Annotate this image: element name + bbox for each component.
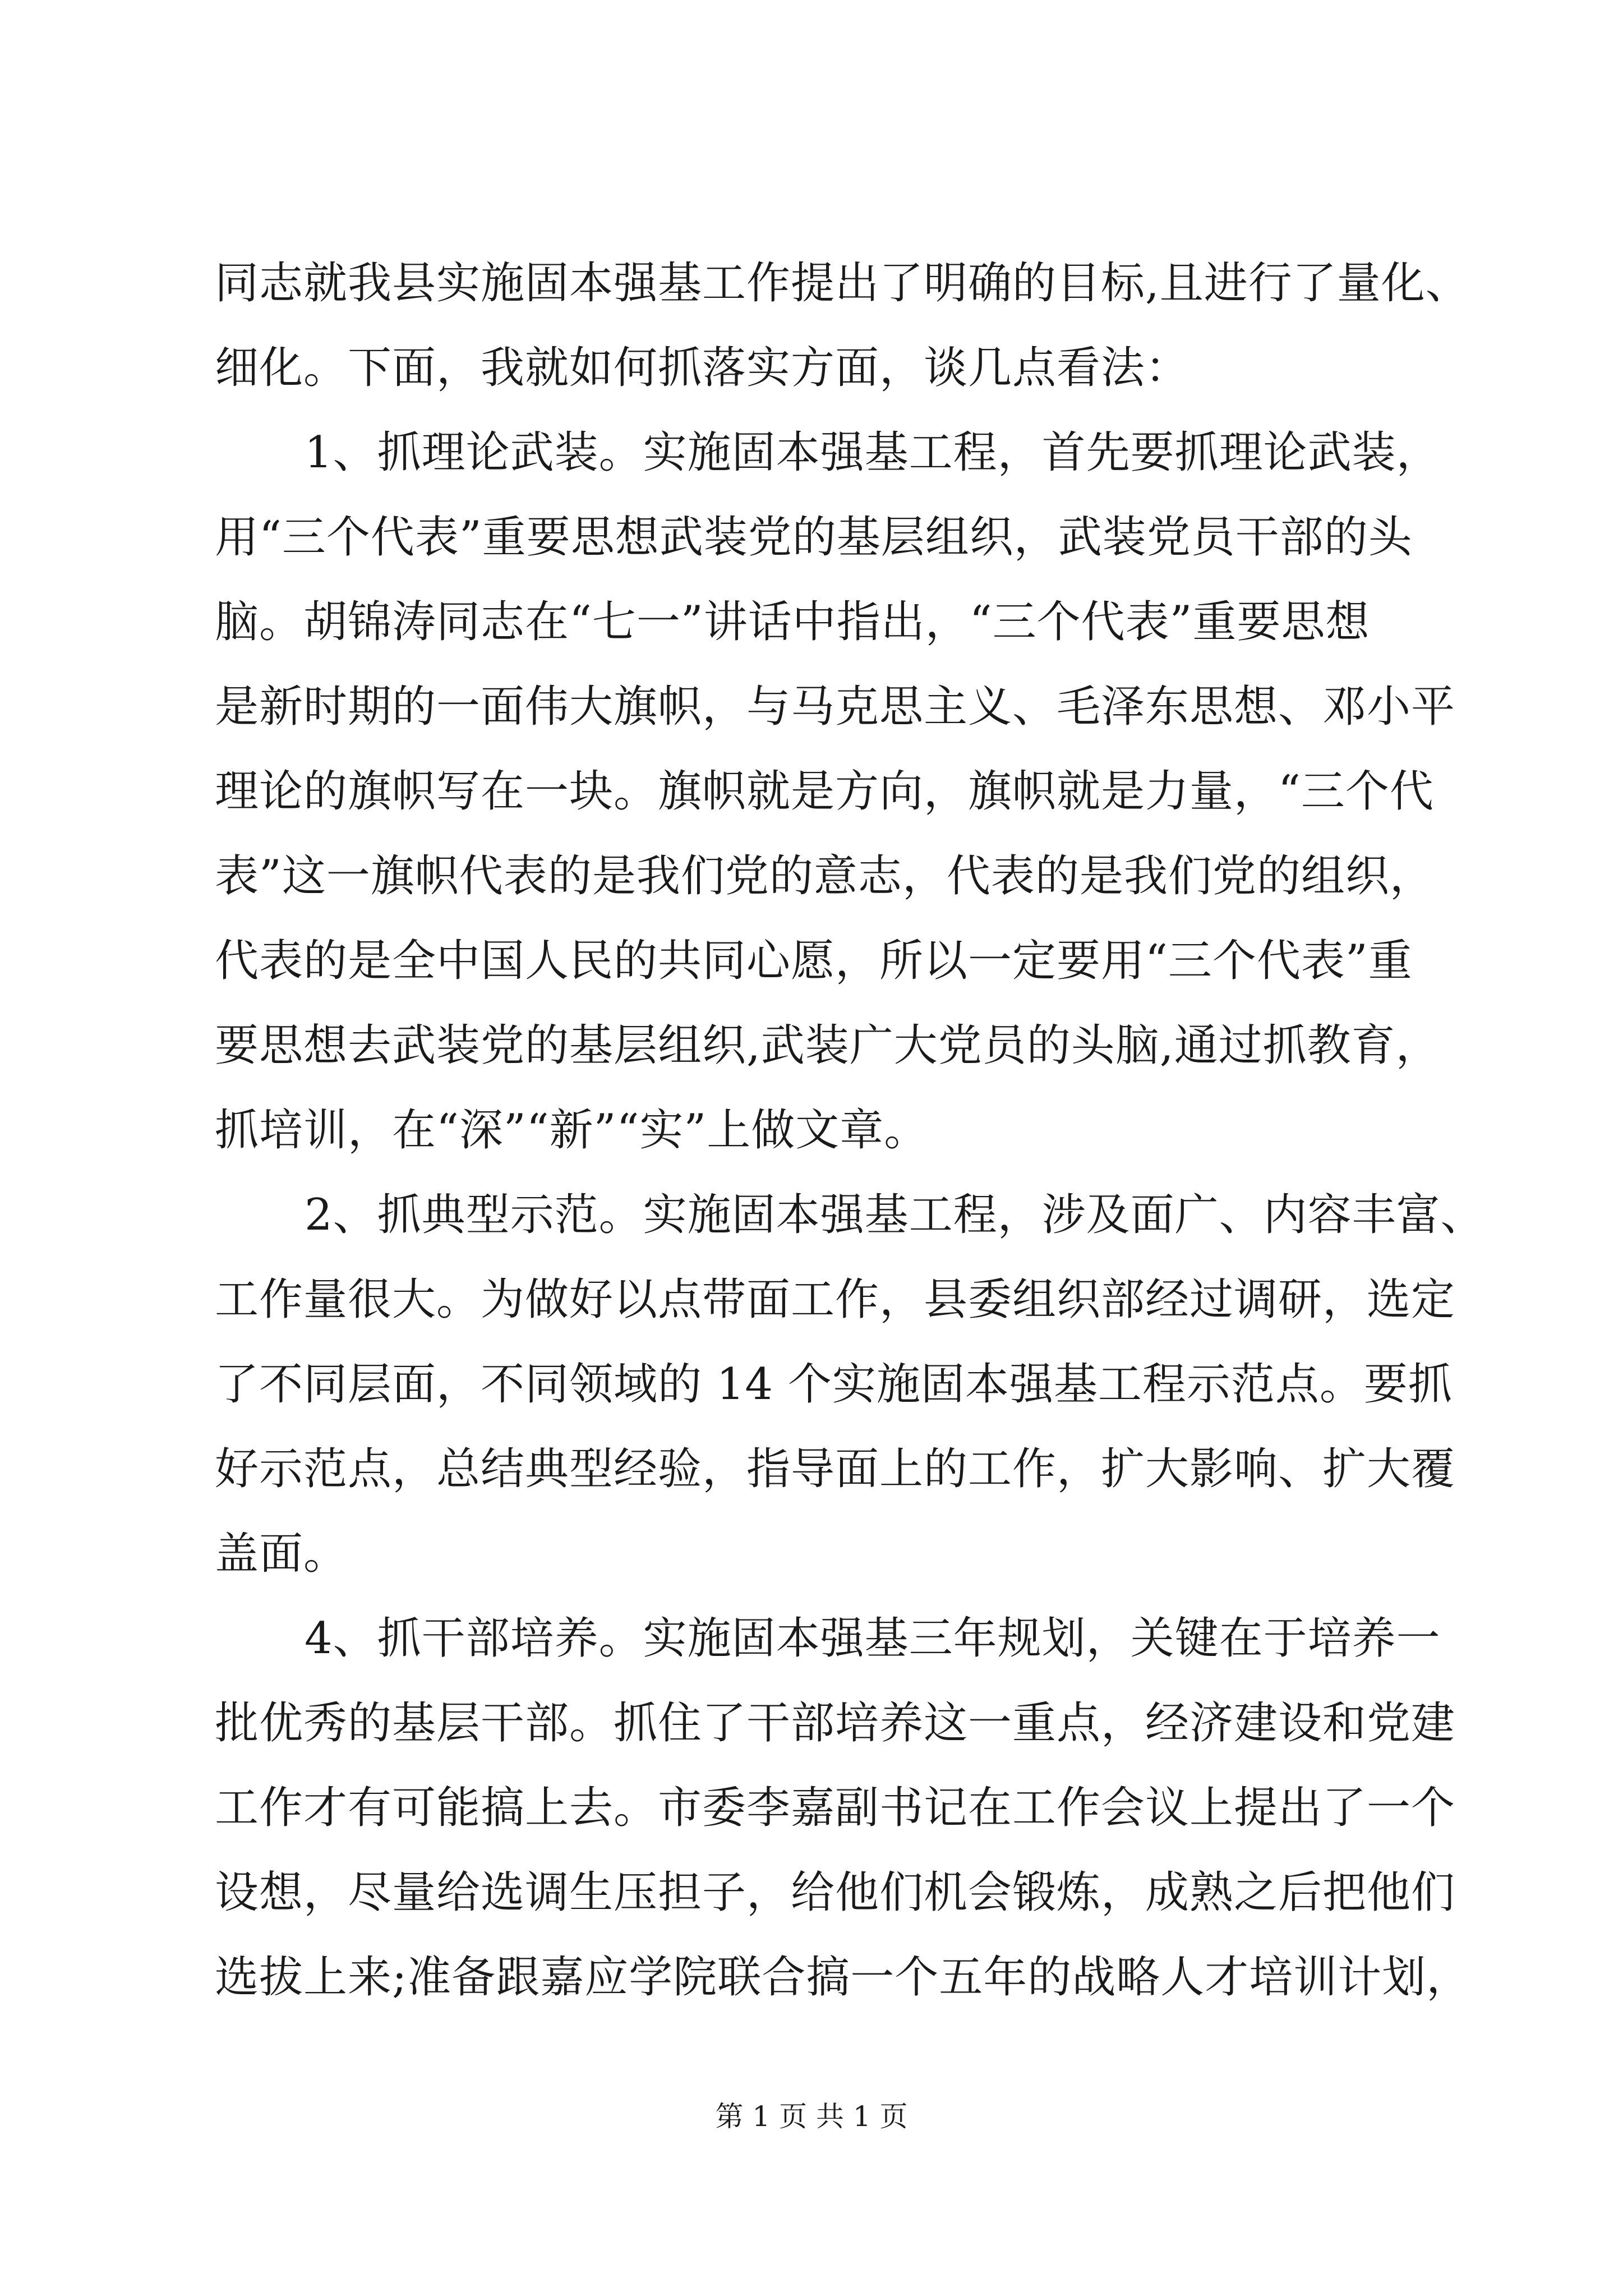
paragraph-start-line: 1、抓理论武装。实施固本强基工程，首先要抓理论武装， bbox=[305, 427, 1441, 478]
text-line: 要思想去武装党的基层组织,武装广大党员的头脑,通过抓教育， bbox=[215, 1020, 1440, 1071]
text-line: 选拔上来;准备跟嘉应学院联合搞一个五年的战略人才培训计划， bbox=[215, 1952, 1471, 2003]
text-line: 抓培训，在“深”“新”“实”上做文章。 bbox=[215, 1105, 929, 1156]
text-line: 了不同层面，不同领域的 14 个实施固本强基工程示范点。要抓 bbox=[215, 1359, 1453, 1410]
text-line: 是新时期的一面伟大旗帜，与马克思主义、毛泽东思想、邓小平 bbox=[215, 682, 1456, 732]
text-line: 表”这一旗帜代表的是我们党的意志，代表的是我们党的组织， bbox=[215, 851, 1434, 901]
page-footer bbox=[0, 2097, 1623, 2136]
text-line: 工作量很大。为做好以点带面工作，县委组织部经过调研，选定 bbox=[215, 1274, 1456, 1325]
text-line: 批优秀的基层干部。抓住了干部培养这一重点，经济建设和党建 bbox=[215, 1698, 1456, 1749]
text-line: 好示范点，总结典型经验，指导面上的工作，扩大影响、扩大覆 bbox=[215, 1444, 1456, 1494]
paragraph-start-line: 2、抓典型示范。实施固本强基工程，涉及面广、内容丰富、 bbox=[305, 1190, 1485, 1240]
text-line: 代表的是全中国人民的共同心愿，所以一定要用“三个代表”重 bbox=[215, 936, 1413, 986]
text-line: 工作才有可能搞上去。市委李嘉副书记在工作会议上提出了一个 bbox=[215, 1783, 1456, 1833]
text-line: 理论的旗帜写在一块。旗帜就是方向，旗帜就是力量，“三个代 bbox=[215, 766, 1434, 817]
text-line: 同志就我县实施固本强基工作提出了明确的目标,且进行了量化、 bbox=[215, 258, 1470, 309]
text-line: 设想，尽量给选调生压担子，给他们机会锻炼，成熟之后把他们 bbox=[215, 1867, 1456, 1918]
document-body bbox=[215, 241, 1485, 2020]
text-line: 盖面。 bbox=[215, 1529, 348, 1579]
paragraph-start-line: 4、抓干部培养。实施固本强基三年规划，关键在于培养一 bbox=[305, 1613, 1441, 1664]
text-line: 脑。胡锦涛同志在“七一”讲话中指出，“三个代表”重要思想 bbox=[215, 597, 1370, 647]
page-number-label: 第 1 页 共 1 页 bbox=[715, 2100, 908, 2133]
text-line: 细化。下面，我就如何抓落实方面，谈几点看法： bbox=[215, 343, 1190, 393]
text-line: 用“三个代表”重要思想武装党的基层组织，武装党员干部的头 bbox=[215, 512, 1413, 563]
